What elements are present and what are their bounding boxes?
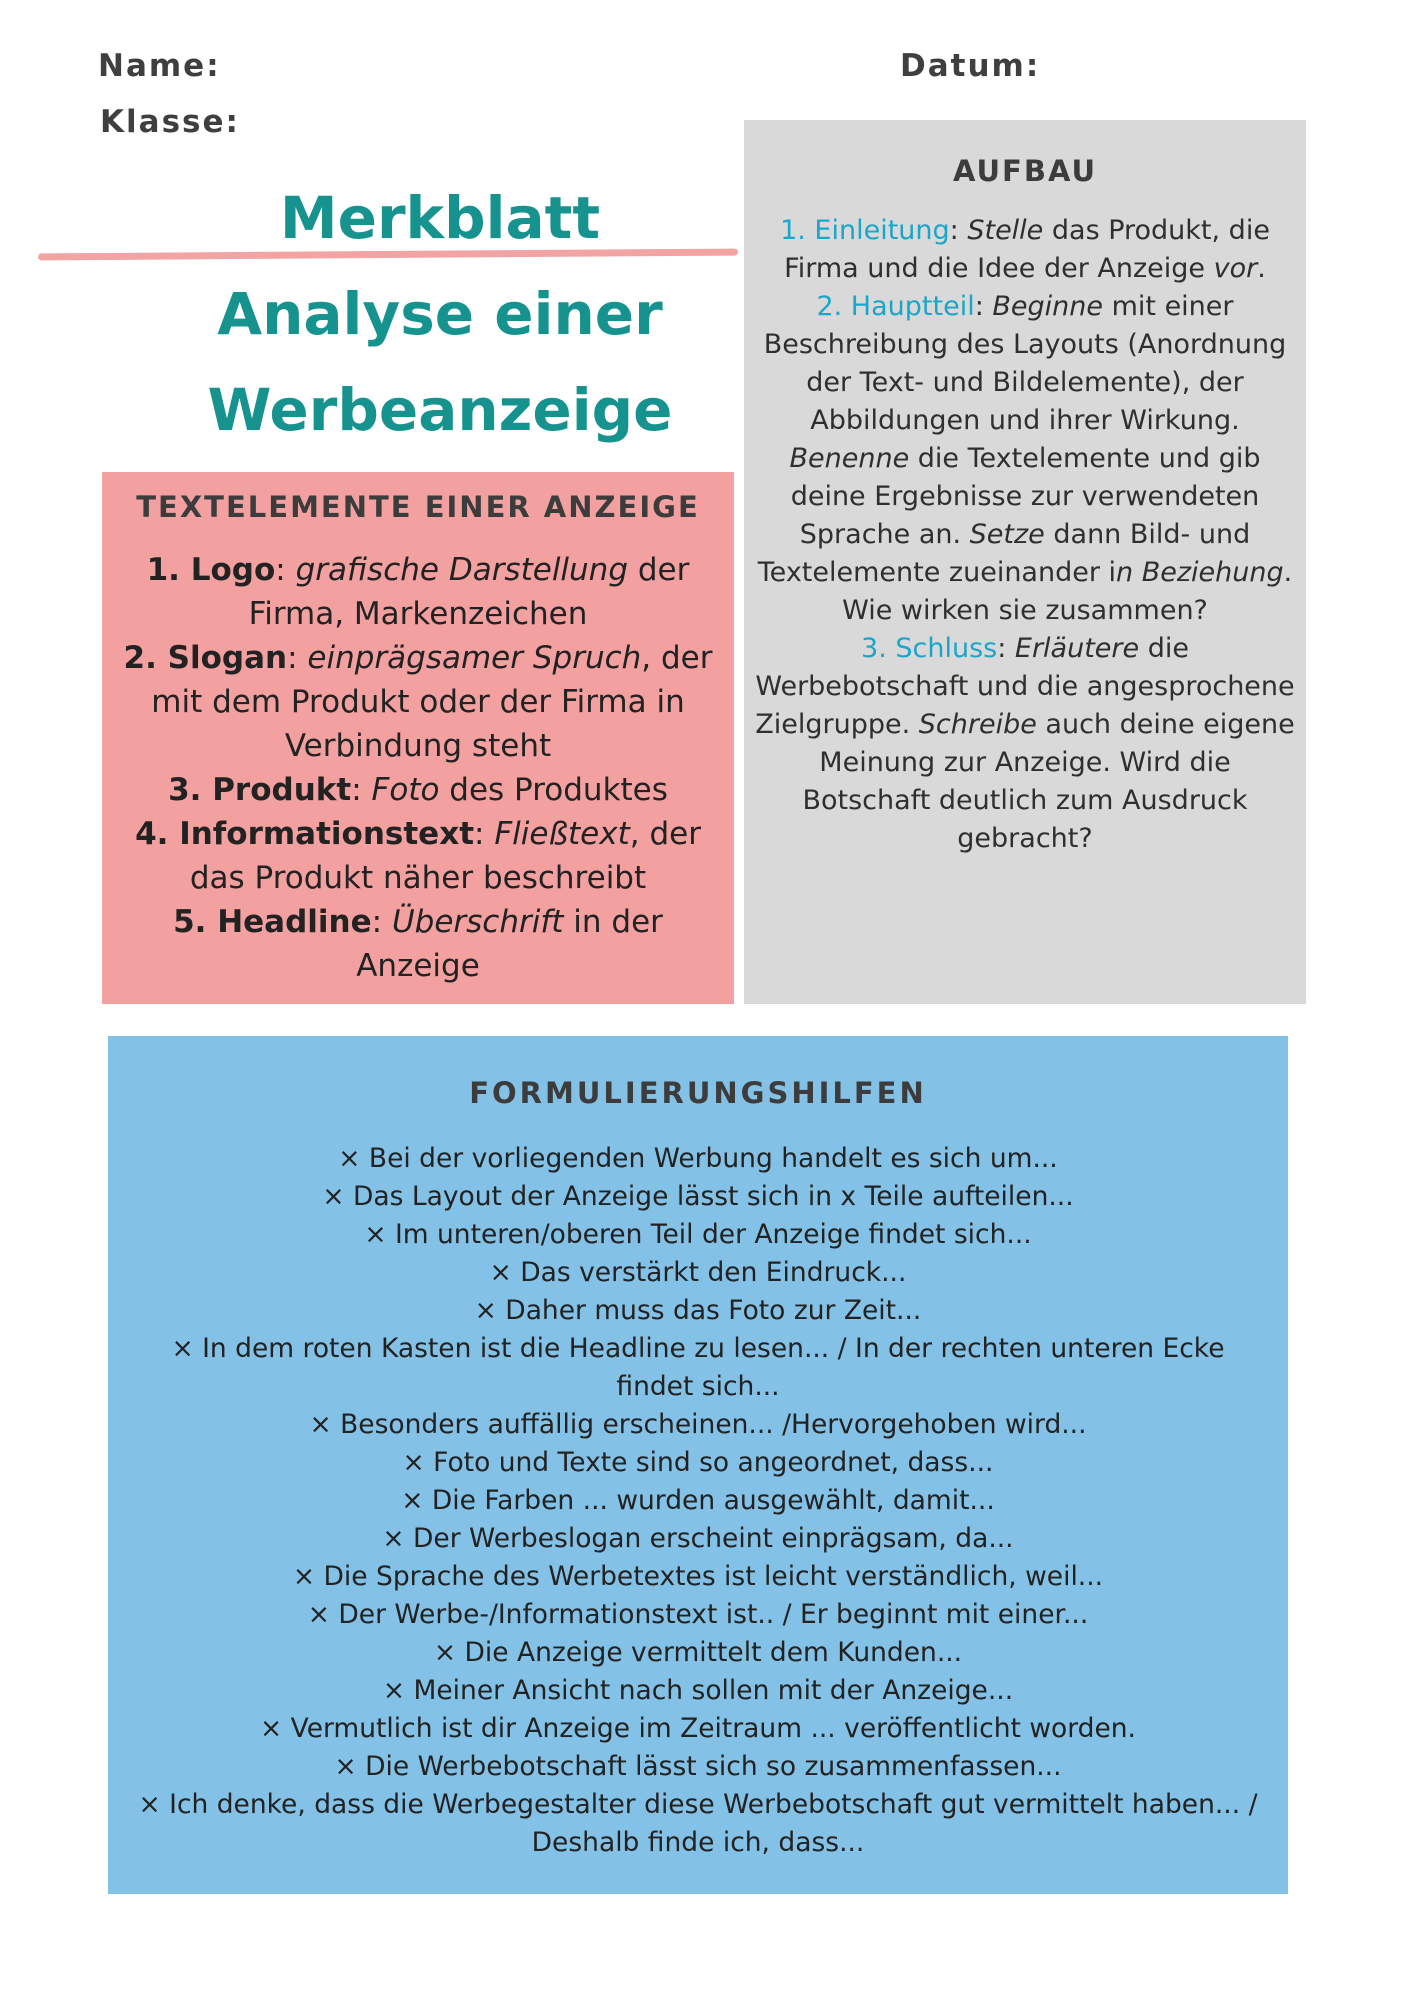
list-item: × Vermutlich ist dir Anzeige im Zeitraum ... veröffentlicht worden. — [260, 1713, 1136, 1744]
hauptteil-text: mit einer Beschreibung des Layouts (Anordnung der Text- und Bildelemente), der Abbildungen und ihrer Wirkung. — [763, 291, 1287, 436]
aufbau-text — [744, 212, 1306, 858]
name-label: Name: — [98, 48, 221, 84]
schluss-verb: Erläutere — [1014, 633, 1140, 664]
hauptteil-label: 2. Hauptteil — [816, 291, 975, 322]
item-sep: : — [371, 904, 392, 940]
schluss-verb2: Schreibe — [918, 709, 1037, 740]
list-item: × Besonders auffällig erscheinen... /Hervorgehoben wird... — [309, 1409, 1087, 1440]
item-term: 4. Informationstext — [135, 816, 475, 852]
aufbau-heading: AUFBAU — [952, 154, 1098, 188]
item-term: 2. Slogan — [123, 640, 288, 676]
list-item — [102, 900, 734, 988]
list-item: × Die Anzeige vermittelt dem Kunden... — [433, 1637, 963, 1668]
list-item: × Bei der vorliegenden Werbung handelt es sich um... — [338, 1143, 1058, 1174]
item-term: 3. Produkt — [168, 772, 352, 808]
item-definition: Überschrift — [391, 904, 564, 940]
item-definition: einprägsamer Spruch — [307, 640, 642, 676]
einleitung-sep: : — [949, 215, 968, 246]
list-item: × Der Werbeslogan erscheint einprägsam, da... — [382, 1523, 1014, 1554]
formulierungshilfen-box — [108, 1036, 1288, 1894]
list-item: × Das Layout der Anzeige lässt sich in x Teile aufteilen... — [322, 1181, 1074, 1212]
list-item: × Ich denke, dass die Werbegestalter diese Werbebotschaft gut vermittelt haben... / Deshalb finde ich, dass... — [138, 1789, 1258, 1858]
hauptteil-text2: die Textelemente und gib deine Ergebnisse zur verwendeten Sprache an. — [790, 443, 1261, 550]
list-item: × Foto und Texte sind so angeordnet, dass... — [402, 1447, 994, 1478]
schluss-text2: auch deine eigene Meinung zur Anzeige. Wird die Botschaft deutlich zum Ausdruck gebracht? — [802, 709, 1295, 854]
textelemente-heading: TEXTELEMENTE EINER ANZEIGE — [136, 490, 700, 524]
item-rest: des Produktes — [439, 772, 668, 808]
item-sep: : — [351, 772, 372, 808]
hauptteil-sep: : — [974, 291, 993, 322]
list-item: × Das verstärkt den Eindruck... — [489, 1257, 907, 1288]
textelemente-box — [102, 472, 734, 1004]
hauptteil-verb: Beginne — [992, 291, 1104, 322]
item-rest: in der Anzeige — [356, 904, 663, 984]
title-line-1: Merkblatt — [279, 184, 601, 252]
class-label: Klasse: — [100, 104, 240, 140]
list-item: × Die Farben ... wurden ausgewählt, damit... — [401, 1485, 995, 1516]
item-sep: : — [474, 816, 495, 852]
hauptteil-verb2: Benenne — [789, 443, 910, 474]
einleitung-text: das Produkt, die Firma und die Idee der Anzeige — [784, 215, 1270, 284]
item-term: 5. Headline — [173, 904, 372, 940]
item-definition: Fließtext — [494, 816, 630, 852]
hauptteil-verb4: n Beziehung — [1116, 557, 1284, 588]
einleitung-label: 1. Einleitung — [780, 215, 950, 246]
page-title — [200, 170, 680, 458]
list-item — [102, 636, 734, 768]
schluss-label: 3. Schluss — [861, 633, 998, 664]
list-item: × Der Werbe-/Informationstext ist.. / Er beginnt mit einer... — [307, 1599, 1089, 1630]
formulierungshilfen-heading: FORMULIERUNGSHILFEN — [469, 1076, 927, 1110]
item-rest: , der mit dem Produkt oder der Firma in Verbindung steht — [151, 640, 713, 764]
textelemente-list — [102, 548, 734, 988]
list-item: × Meiner Ansicht nach sollen mit der Anzeige... — [382, 1675, 1014, 1706]
list-item: × Im unteren/oberen Teil der Anzeige findet sich... — [364, 1219, 1032, 1250]
item-term: 1. Logo — [146, 552, 276, 588]
list-item: × Daher muss das Foto zur Zeit... — [474, 1295, 922, 1326]
item-sep: : — [275, 552, 296, 588]
hauptteil-text4: . Wie wirken sie zusammen? — [842, 557, 1293, 626]
aufbau-box — [744, 120, 1306, 1004]
schluss-text: die Werbebotschaft und die angesprochene Zielgruppe. — [755, 633, 1295, 740]
einleitung-verb2: vor — [1213, 253, 1258, 284]
list-item — [102, 812, 734, 900]
list-item — [102, 548, 734, 636]
einleitung-end: . — [1257, 253, 1266, 284]
date-label: Datum: — [900, 48, 1041, 84]
item-rest: , der das Produkt näher beschreibt — [189, 816, 701, 896]
hauptteil-text3: dann Bild- und Textelemente zueinander i — [757, 519, 1251, 588]
item-sep: : — [287, 640, 308, 676]
title-line-3: Werbeanzeige — [207, 376, 673, 444]
hauptteil-verb3: Setze — [969, 519, 1045, 550]
schluss-sep: : — [997, 633, 1015, 664]
list-item: × In dem roten Kasten ist die Headline zu lesen... / In der rechten unteren Ecke findet sich... — [171, 1333, 1225, 1402]
item-rest: der Firma, Markenzeichen — [248, 552, 690, 632]
title-line-2: Analyse einer — [217, 280, 663, 348]
list-item: × Die Sprache des Werbetextes ist leicht verständlich, weil... — [292, 1561, 1104, 1592]
formulierungshilfen-list — [108, 1140, 1288, 1862]
item-definition: grafische Darstellung — [295, 552, 629, 588]
list-item — [102, 768, 734, 812]
list-item: × Die Werbebotschaft lässt sich so zusammenfassen... — [334, 1751, 1062, 1782]
item-definition: Foto — [371, 772, 440, 808]
einleitung-verb: Stelle — [967, 215, 1044, 246]
